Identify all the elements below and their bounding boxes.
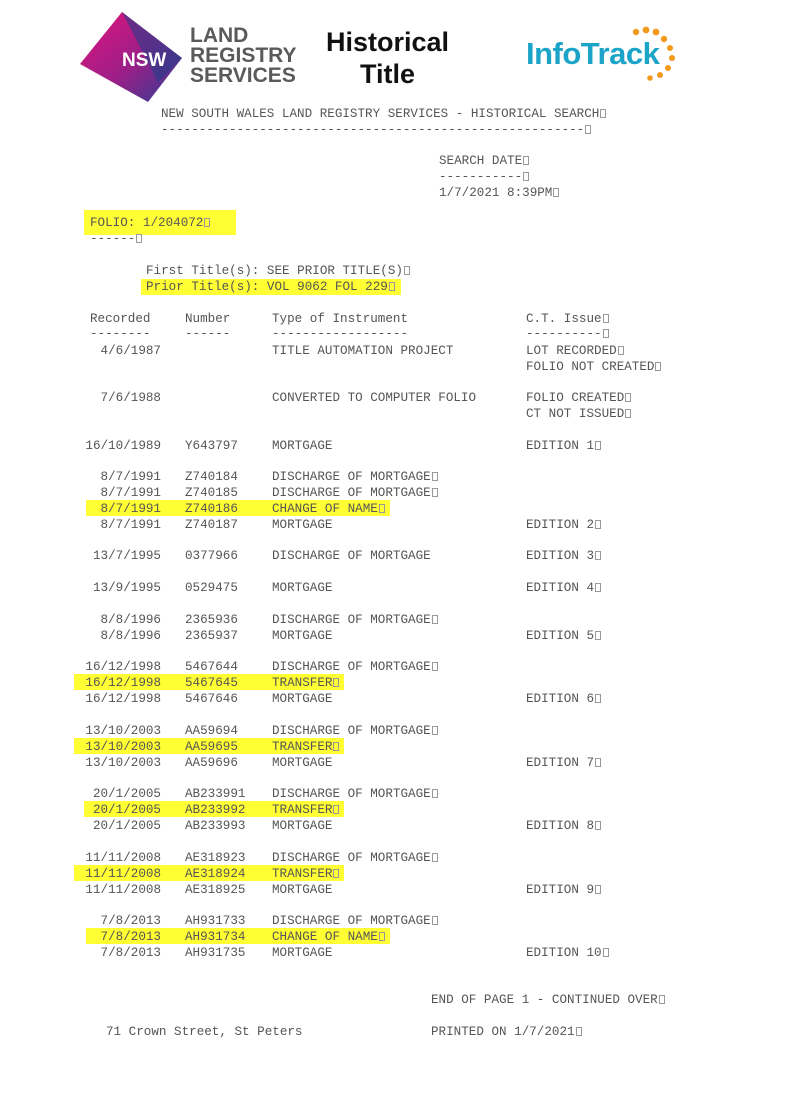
row-type [272, 883, 332, 897]
row-number [185, 660, 238, 674]
row-ct-issue [526, 391, 631, 405]
row-recorded-date [71, 676, 161, 690]
row-ct-issue [526, 518, 601, 532]
address: 71 Crown Street, St Peters [106, 1025, 303, 1039]
row-number [185, 676, 238, 690]
row-ct-issue-text: EDITION 5 [526, 629, 595, 643]
row-recorded-date [71, 470, 161, 484]
row-ct-issue [526, 756, 601, 770]
row-recorded-date-text: 7/8/2013 [100, 946, 161, 960]
first-titles-text: First Title(s): SEE PRIOR TITLE(S) [146, 264, 403, 278]
row-ct-issue [526, 344, 624, 358]
box-glyph [585, 125, 591, 134]
row-number-text: AE318925 [185, 883, 246, 897]
row-number-text: AE318923 [185, 851, 246, 865]
row-ct-issue-2-text: FOLIO NOT CREATED [526, 360, 655, 374]
row-recorded-date [71, 914, 161, 928]
row-ct-issue [526, 581, 601, 595]
row-ct-issue [526, 439, 601, 453]
row-type-text: MORTGAGE [272, 439, 333, 453]
row-type [272, 629, 332, 643]
row-ct-issue-text: EDITION 6 [526, 692, 595, 706]
col-rule-ct [526, 327, 609, 341]
search-date-value [439, 186, 559, 200]
row-type-text: MORTGAGE [272, 756, 333, 770]
row-type [272, 613, 438, 627]
box-glyph [432, 615, 438, 624]
row-number [185, 756, 238, 770]
col-rule-number: ------ [185, 327, 231, 341]
box-glyph [595, 694, 601, 703]
row-recorded-date [71, 391, 161, 405]
row-type [272, 549, 431, 563]
row-number-text: 5467646 [185, 692, 238, 706]
search-date-rule [439, 170, 529, 184]
row-recorded-date-text: 16/10/1989 [85, 439, 161, 453]
row-type-text: MORTGAGE [272, 581, 333, 595]
page-title-line: Title [359, 59, 415, 89]
row-type [272, 470, 438, 484]
box-glyph [333, 678, 339, 687]
row-recorded-date [71, 883, 161, 897]
row-recorded-date-text: 11/11/2008 [85, 867, 161, 881]
nsw-logo-text: NSW [122, 50, 167, 71]
row-number [185, 946, 245, 960]
end-of-page-text: END OF PAGE 1 - CONTINUED OVER [431, 993, 658, 1007]
row-recorded-date [71, 867, 161, 881]
box-glyph [523, 172, 529, 181]
row-type-text: DISCHARGE OF MORTGAGE [272, 660, 431, 674]
lrs-line: LAND [190, 24, 249, 47]
row-type [272, 867, 339, 881]
row-ct-issue-text: EDITION 7 [526, 756, 595, 770]
row-ct-issue-text: EDITION 8 [526, 819, 595, 833]
row-recorded-date-text: 16/12/1998 [85, 660, 161, 674]
box-glyph [432, 726, 438, 735]
box-glyph [333, 805, 339, 814]
row-type [272, 486, 438, 500]
row-type [272, 724, 438, 738]
row-recorded-date [71, 581, 161, 595]
row-number-text: AH931733 [185, 914, 246, 928]
col-header-number: Number [185, 312, 231, 326]
row-number-text: Y643797 [185, 439, 238, 453]
row-type-text: TITLE AUTOMATION PROJECT [272, 344, 454, 358]
row-number [185, 740, 238, 754]
row-recorded-date-text: 20/1/2005 [92, 803, 161, 817]
row-recorded-date-text: 13/9/1995 [92, 581, 161, 595]
row-ct-issue-text: EDITION 1 [526, 439, 595, 453]
row-number-text: AH931734 [185, 930, 246, 944]
box-glyph [595, 583, 601, 592]
row-ct-issue-text: EDITION 4 [526, 581, 595, 595]
box-glyph [595, 441, 601, 450]
row-recorded-date [71, 803, 161, 817]
box-glyph [136, 234, 142, 243]
row-number-text: Z740185 [185, 486, 238, 500]
col-header-ct [526, 312, 609, 326]
box-glyph [389, 282, 395, 291]
box-glyph [432, 488, 438, 497]
row-type-text: TRANSFER [272, 740, 333, 754]
prior-titles-text: Prior Title(s): VOL 9062 FOL 229 [146, 280, 388, 294]
lrs-line: SERVICES [190, 64, 296, 87]
row-type [272, 740, 339, 754]
row-recorded-date-text: 13/7/1995 [92, 549, 161, 563]
box-glyph [404, 266, 410, 275]
row-ct-issue [526, 819, 601, 833]
row-ct-issue [526, 629, 601, 643]
page-title-line: Historical [325, 27, 450, 57]
row-recorded-date [71, 692, 161, 706]
row-recorded-date-text: 16/12/1998 [85, 692, 161, 706]
row-number [185, 930, 245, 944]
row-number [185, 613, 238, 627]
row-recorded-date [71, 740, 161, 754]
row-recorded-date-text: 11/11/2008 [85, 851, 161, 865]
row-recorded-date-text: 13/10/2003 [85, 756, 161, 770]
row-type-text: MORTGAGE [272, 819, 333, 833]
row-recorded-date [71, 613, 161, 627]
row-type-text: MORTGAGE [272, 629, 333, 643]
box-glyph [432, 662, 438, 671]
row-number [185, 883, 245, 897]
box-glyph [333, 742, 339, 751]
row-type-text: MORTGAGE [272, 692, 333, 706]
box-glyph [618, 346, 624, 355]
row-number [185, 724, 238, 738]
row-type [272, 502, 385, 516]
box-glyph [603, 948, 609, 957]
row-recorded-date [71, 660, 161, 674]
row-recorded-date [71, 486, 161, 500]
search-date-value-text: 1/7/2021 8:39PM [439, 186, 553, 200]
printed-on [431, 1025, 582, 1039]
row-ct-issue [526, 692, 601, 706]
folio-rule [90, 232, 142, 246]
search-date-label-text: SEARCH DATE [439, 154, 523, 168]
row-type-text: DISCHARGE OF MORTGAGE [272, 787, 431, 801]
row-type-text: MORTGAGE [272, 946, 333, 960]
row-number-text: 0377966 [185, 549, 238, 563]
row-recorded-date-text: 8/7/1991 [100, 518, 161, 532]
col-header-ct-text: C.T. Issue [526, 312, 602, 326]
box-glyph [600, 109, 606, 118]
row-ct-issue [526, 883, 601, 897]
row-number-text: AA59694 [185, 724, 238, 738]
report-heading [161, 107, 606, 121]
row-type-text: DISCHARGE OF MORTGAGE [272, 613, 431, 627]
row-number-text: AE318924 [185, 867, 246, 881]
box-glyph [595, 520, 601, 529]
row-recorded-date [71, 344, 161, 358]
box-glyph [576, 1027, 582, 1036]
box-glyph [659, 995, 665, 1004]
box-glyph [379, 932, 385, 941]
row-number [185, 914, 245, 928]
row-ct-issue-2 [526, 407, 631, 421]
box-glyph [523, 156, 529, 165]
row-number [185, 470, 238, 484]
row-recorded-date-text: 8/8/1996 [100, 613, 161, 627]
row-recorded-date [71, 502, 161, 516]
row-number-text: 5467645 [185, 676, 238, 690]
row-ct-issue-text: LOT RECORDED [526, 344, 617, 358]
row-recorded-date-text: 7/8/2013 [100, 930, 161, 944]
row-number-text: AH931735 [185, 946, 246, 960]
row-number-text: AB233992 [185, 803, 246, 817]
row-type [272, 914, 438, 928]
row-type [272, 803, 339, 817]
infotrack-dots-icon [628, 26, 688, 86]
row-type-text: DISCHARGE OF MORTGAGE [272, 486, 431, 500]
row-number [185, 486, 238, 500]
row-number-text: 2365937 [185, 629, 238, 643]
row-number [185, 803, 245, 817]
row-number-text: 0529475 [185, 581, 238, 595]
row-type [272, 676, 339, 690]
row-recorded-date [71, 629, 161, 643]
row-number [185, 518, 238, 532]
rule-text: ------ [90, 232, 136, 246]
row-ct-issue-text: EDITION 2 [526, 518, 595, 532]
box-glyph [432, 916, 438, 925]
row-type-text: DISCHARGE OF MORTGAGE [272, 470, 431, 484]
row-recorded-date [71, 439, 161, 453]
row-recorded-date-text: 4/6/1987 [100, 344, 161, 358]
box-glyph [333, 869, 339, 878]
row-number [185, 692, 238, 706]
row-ct-issue [526, 549, 601, 563]
box-glyph [432, 472, 438, 481]
box-glyph [625, 393, 631, 402]
row-type-text: DISCHARGE OF MORTGAGE [272, 851, 431, 865]
col-rule-ct-text: ---------- [526, 327, 602, 341]
row-recorded-date-text: 11/11/2008 [85, 883, 161, 897]
row-number [185, 581, 238, 595]
rule-text: ----------- [439, 170, 523, 184]
folio [90, 216, 210, 230]
row-type-text: TRANSFER [272, 676, 333, 690]
row-recorded-date [71, 549, 161, 563]
row-ct-issue-text: EDITION 9 [526, 883, 595, 897]
row-number-text: Z740187 [185, 518, 238, 532]
box-glyph [432, 853, 438, 862]
row-recorded-date [71, 851, 161, 865]
col-header-type: Type of Instrument [272, 312, 409, 326]
box-glyph [204, 218, 210, 227]
col-header-recorded: Recorded [90, 312, 151, 326]
row-type-text: CHANGE OF NAME [272, 502, 378, 516]
row-number-text: 2365936 [185, 613, 238, 627]
box-glyph [625, 409, 631, 418]
row-type-text: DISCHARGE OF MORTGAGE [272, 724, 431, 738]
row-recorded-date [71, 518, 161, 532]
row-type-text: MORTGAGE [272, 518, 333, 532]
row-recorded-date-text: 13/10/2003 [85, 740, 161, 754]
row-type-text: TRANSFER [272, 803, 333, 817]
row-number [185, 502, 238, 516]
row-type-text: CHANGE OF NAME [272, 930, 378, 944]
row-recorded-date-text: 7/8/2013 [100, 914, 161, 928]
box-glyph [603, 329, 609, 338]
row-ct-issue-2-text: CT NOT ISSUED [526, 407, 625, 421]
row-recorded-date [71, 819, 161, 833]
row-number [185, 549, 238, 563]
row-type [272, 692, 332, 706]
row-type-text: DISCHARGE OF MORTGAGE [272, 549, 431, 563]
row-number-text: AB233993 [185, 819, 246, 833]
row-recorded-date [71, 930, 161, 944]
row-type [272, 787, 438, 801]
row-type [272, 581, 332, 595]
row-recorded-date-text: 7/6/1988 [100, 391, 161, 405]
row-number [185, 867, 245, 881]
box-glyph [553, 188, 559, 197]
row-type [272, 851, 438, 865]
row-ct-issue-text: FOLIO CREATED [526, 391, 625, 405]
box-glyph [595, 821, 601, 830]
first-titles [146, 264, 410, 278]
box-glyph [595, 885, 601, 894]
box-glyph [379, 504, 385, 513]
printed-on-text: PRINTED ON 1/7/2021 [431, 1025, 575, 1039]
row-number [185, 787, 245, 801]
row-type-text: TRANSFER [272, 867, 333, 881]
row-ct-issue-text: EDITION 3 [526, 549, 595, 563]
row-number-text: AB233991 [185, 787, 246, 801]
row-ct-issue-2 [526, 360, 661, 374]
row-number-text: Z740184 [185, 470, 238, 484]
search-date-label [439, 154, 529, 168]
box-glyph [655, 362, 661, 371]
end-of-page [431, 993, 665, 1007]
row-type [272, 946, 332, 960]
report-heading-text: NEW SOUTH WALES LAND REGISTRY SERVICES - HISTORICAL SEARCH [161, 107, 600, 121]
row-number-text: Z740186 [185, 502, 238, 516]
row-recorded-date-text: 20/1/2005 [92, 819, 161, 833]
row-number [185, 851, 245, 865]
box-glyph [595, 758, 601, 767]
row-type [272, 930, 385, 944]
row-recorded-date-text: 8/8/1996 [100, 629, 161, 643]
row-recorded-date [71, 946, 161, 960]
row-recorded-date-text: 16/12/1998 [85, 676, 161, 690]
row-ct-issue-text: EDITION 10 [526, 946, 602, 960]
row-recorded-date-text: 8/7/1991 [100, 470, 161, 484]
row-type [272, 344, 453, 358]
page-title [310, 26, 465, 90]
col-rule-type: ------------------ [272, 327, 409, 341]
col-rule-recorded: -------- [90, 327, 151, 341]
row-type-text: MORTGAGE [272, 883, 333, 897]
row-recorded-date-text: 20/1/2005 [92, 787, 161, 801]
row-number [185, 439, 238, 453]
infotrack-logo: InfoTrack [526, 36, 660, 71]
row-number-text: AA59695 [185, 740, 238, 754]
row-type [272, 756, 332, 770]
row-recorded-date [71, 787, 161, 801]
row-type [272, 518, 332, 532]
row-recorded-date [71, 756, 161, 770]
row-recorded-date-text: 8/7/1991 [100, 486, 161, 500]
row-ct-issue [526, 946, 609, 960]
box-glyph [432, 789, 438, 798]
row-number-text: 5467644 [185, 660, 238, 674]
row-recorded-date [71, 724, 161, 738]
land-registry-services-wordmark [190, 26, 297, 86]
report-heading-rule [161, 123, 591, 137]
row-type [272, 819, 332, 833]
row-number [185, 819, 245, 833]
row-type-text: CONVERTED TO COMPUTER FOLIO [272, 391, 477, 405]
box-glyph [595, 551, 601, 560]
lrs-line: REGISTRY [190, 44, 297, 67]
row-type [272, 660, 438, 674]
prior-titles [141, 279, 401, 295]
row-number-text: AA59696 [185, 756, 238, 770]
row-recorded-date-text: 13/10/2003 [85, 724, 161, 738]
box-glyph [595, 631, 601, 640]
row-number [185, 629, 238, 643]
row-recorded-date-text: 8/7/1991 [100, 502, 161, 516]
row-type [272, 439, 332, 453]
box-glyph [603, 314, 609, 323]
nsw-logo [78, 10, 183, 102]
rule-text: -------------------------------------------------------- [161, 123, 585, 137]
row-type [272, 391, 476, 405]
folio-text: FOLIO: 1/204072 [90, 216, 204, 230]
row-type-text: DISCHARGE OF MORTGAGE [272, 914, 431, 928]
